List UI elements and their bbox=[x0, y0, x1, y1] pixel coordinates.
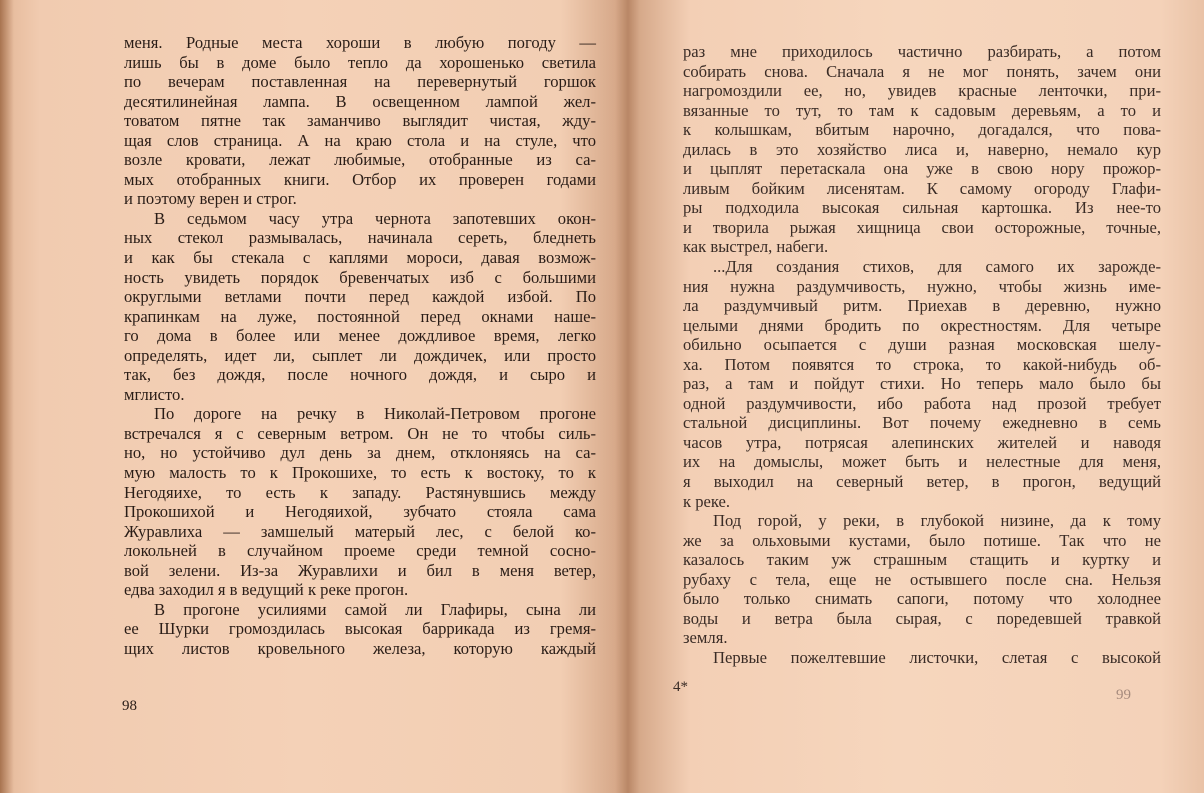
text-line: встречался я с северным ветром. Он не то чтобы силь- bbox=[124, 423, 596, 443]
text-line: и как бы стекала с каплями мороси, давая возмож- bbox=[124, 248, 596, 268]
text-line: и цыплят перетаскала она уже в свою нору прожор- bbox=[683, 159, 1161, 179]
text-line: вой зелени. Из-за Журавлихи и бил в меня ветер, bbox=[124, 560, 596, 580]
text-line: ха. Потом появятся то строка, то какой-нибудь об- bbox=[683, 354, 1161, 374]
text-line: Прокошихой и Негодяихой, зубчато стояла сама bbox=[124, 502, 596, 522]
text-line: Журавлиха — замшелый матерый лес, с белой ко- bbox=[124, 521, 596, 541]
text-line: крапинкам на луже, постоянной перед окнами наше- bbox=[124, 306, 596, 326]
text-line: вязанные то тут, то там к садовым деревьям, а то и bbox=[683, 100, 1161, 120]
text-line: мую малость то к Прокошихе, то есть к востоку, то к bbox=[124, 463, 596, 483]
text-line: десятилинейная лампа. В освещенном лампой жел- bbox=[124, 91, 596, 111]
signature-mark: 4* bbox=[673, 679, 688, 695]
text-line: В седьмом часу утра чернота запотевших окон- bbox=[154, 208, 596, 228]
text-line: определять, идет ли, сыплет ли дождичек, или просто bbox=[124, 345, 596, 365]
text-line: я выходил на северный ветер, в прогон, ведущий bbox=[683, 472, 1161, 492]
page-number-left: 98 bbox=[122, 698, 137, 714]
text-line: ливым бойким лисенятам. К самому огороду Глафи- bbox=[683, 178, 1161, 198]
text-line: ее Шурки громоздилась высокая баррикада из гремя- bbox=[124, 619, 596, 639]
text-line: дилась в это хозяйство лиса и, наверно, немало кур bbox=[683, 139, 1161, 159]
left-page-text bbox=[124, 33, 596, 659]
text-line: раз мне приходилось частично разбирать, а потом bbox=[683, 42, 1161, 61]
text-line: мглисто. bbox=[124, 384, 185, 404]
right-page bbox=[628, 0, 1204, 793]
right-page-text bbox=[683, 42, 1161, 668]
text-line: лишь бы в доме было тепло да хорошенько светила bbox=[124, 52, 596, 72]
text-line: земля. bbox=[683, 628, 728, 648]
text-line: целыми днями бродить по окрестностям. Для четыре bbox=[683, 315, 1161, 335]
text-line: товатом пятне так заманчиво выглядит чистая, жду- bbox=[124, 111, 596, 131]
text-line: ность увидеть порядок бревенчатых изб с большими bbox=[124, 267, 596, 287]
text-line: го дома в более или менее дождливое время, легко bbox=[124, 326, 596, 346]
text-line: часов утра, потрясая алепинских жителей и наводя bbox=[683, 432, 1161, 452]
text-line: собирать снова. Сначала я не мог понять, зачем они bbox=[683, 61, 1161, 81]
text-line: ла раздумчивый ритм. Приехав в деревню, нужно bbox=[683, 296, 1161, 316]
text-line: возле кровати, лежат любимые, отобранные из са- bbox=[124, 150, 596, 170]
text-line: мых отобранных книги. Отбор их проверен годами bbox=[124, 169, 596, 189]
text-line: и поэтому верен и строг. bbox=[124, 189, 297, 209]
text-line: щих листов кровельного железа, которую каждый bbox=[124, 638, 596, 658]
text-line: ...Для создания стихов, для самого их зарожде- bbox=[713, 257, 1161, 277]
text-line: нагромоздили ее, но, увидев красные ленточки, при- bbox=[683, 81, 1161, 101]
text-line: Первые пожелтевшие листочки, слетая с высокой bbox=[713, 647, 1161, 667]
text-line: но, но устойчиво дул день за днем, отклоняясь на са- bbox=[124, 443, 596, 463]
page-number-right: 99 bbox=[1116, 687, 1131, 703]
text-line: ных стекол размывалась, начинала сереть, бледнеть bbox=[124, 228, 596, 248]
text-line: Под горой, у реки, в глубокой низине, да к тому bbox=[713, 511, 1161, 531]
text-line: так, без дождя, после ночного дождя, и сыро и bbox=[124, 365, 596, 385]
text-line: В прогоне усилиями самой ли Глафиры, сына ли bbox=[154, 599, 596, 619]
text-line: казалось таким уж страшным стащить и куртку и bbox=[683, 550, 1161, 570]
text-line: как выстрел, набеги. bbox=[683, 237, 829, 257]
text-line: раз, а там и пойдут стихи. Но теперь мало было бы bbox=[683, 374, 1161, 394]
text-line: по вечерам поставленная на перевернутый горшок bbox=[124, 72, 596, 92]
text-line: же за ольховыми кустами, было потише. Так что не bbox=[683, 530, 1161, 550]
text-line: По дороге на речку в Николай-Петровом прогоне bbox=[154, 404, 596, 424]
text-line: Негодяихе, то есть к западу. Растянувшись между bbox=[124, 482, 596, 502]
text-line: и творила рыжая хищница свои осторожные, точные, bbox=[683, 217, 1161, 237]
text-line: меня. Родные места хороши в любую погоду — bbox=[124, 33, 596, 52]
text-line: стальной дисциплины. Вот почему ежедневно в семь bbox=[683, 413, 1161, 433]
text-line: одной раздумчивости, ибо работа над прозой требует bbox=[683, 393, 1161, 413]
text-line: едва заходил я в ведущий к реке прогон. bbox=[124, 580, 409, 600]
text-line: обильно осыпается с души разная московская шелу- bbox=[683, 335, 1161, 355]
text-line: локольней в случайном проеме среди темной сосно- bbox=[124, 541, 596, 561]
text-line: ры подходила высокая сильная картошка. Из нее-то bbox=[683, 198, 1161, 218]
text-line: было только снимать сапоги, потому что холоднее bbox=[683, 589, 1161, 609]
text-line: ния нужна раздумчивость, нужно, чтобы жизнь име- bbox=[683, 276, 1161, 296]
text-line: воды и ветра была сырая, с поредевшей травкой bbox=[683, 608, 1161, 628]
text-line: к колышкам, вбитым нарочно, догадался, что пова- bbox=[683, 120, 1161, 140]
text-line: их на домыслы, может быть и нелестные для меня, bbox=[683, 452, 1161, 472]
text-line: щая слов страница. А на краю стола и на стуле, что bbox=[124, 130, 596, 150]
text-line: к реке. bbox=[683, 491, 731, 511]
text-line: округлыми ветлами почти перед каждой избой. По bbox=[124, 287, 596, 307]
text-line: рубаху с тела, еще не остывшего после сна. Нельзя bbox=[683, 569, 1161, 589]
